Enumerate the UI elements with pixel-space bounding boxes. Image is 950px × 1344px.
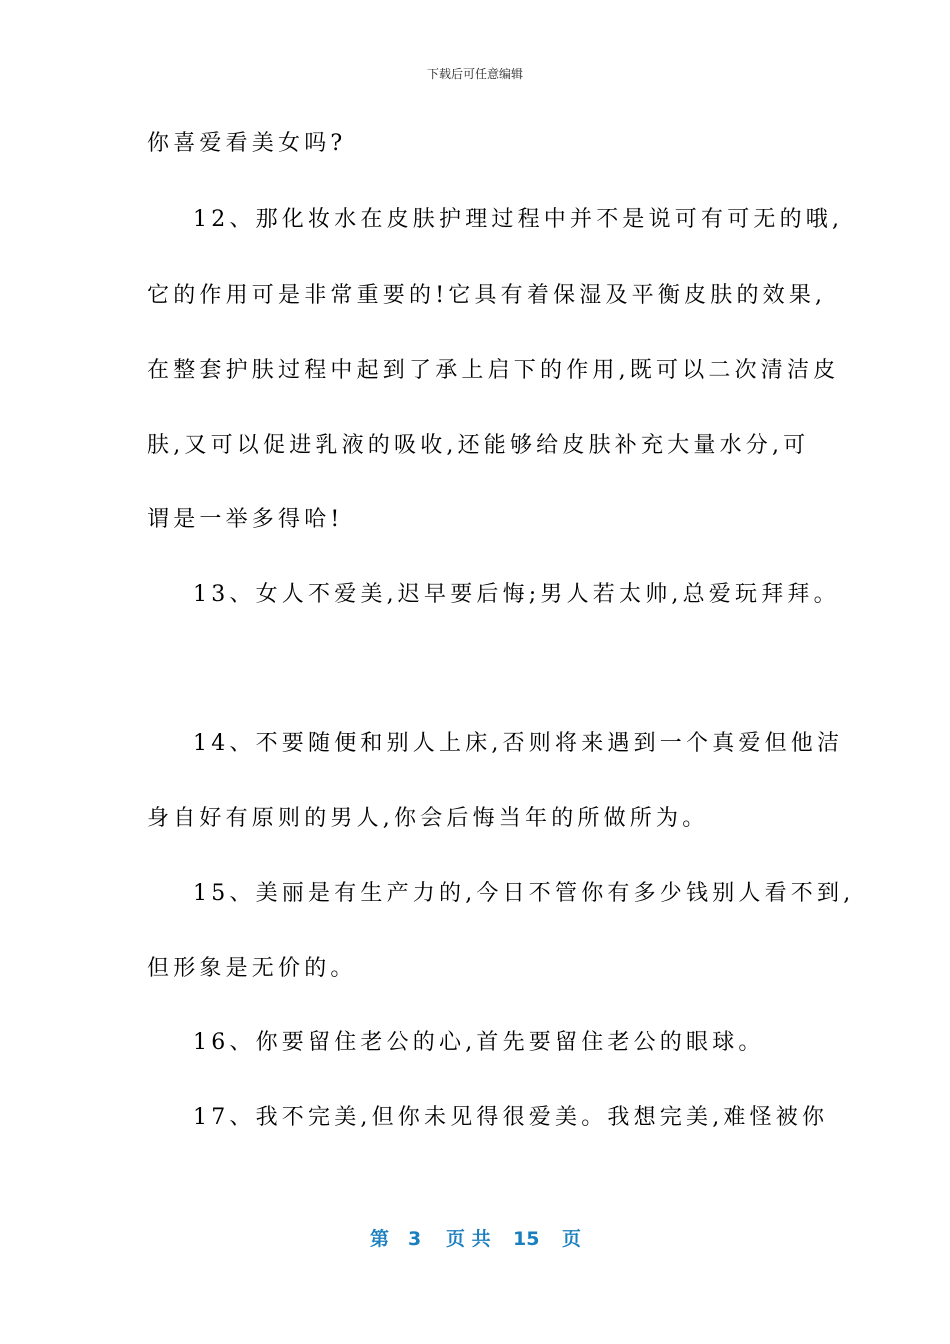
body-line-4: 在整套护肤过程中起到了承上启下的作用,既可以二次清洁皮	[147, 358, 840, 383]
body-line-8: 14、不要随便和别人上床,否则将来遇到一个真爱但他洁	[193, 731, 844, 756]
body-line-6: 谓是一举多得哈!	[147, 507, 344, 532]
body-line-13: 17、我不完美,但你未见得很爱美。我想完美,难怪被你	[193, 1105, 829, 1130]
footer-page-number: 3	[408, 1228, 422, 1250]
footer-page-word: 第	[370, 1228, 390, 1250]
page-header: 下载后可任意编辑	[426, 67, 523, 81]
body-line-10: 15、美丽是有生产力的,今日不管你有多少钱别人看不到,	[193, 881, 855, 906]
body-line-1: 你喜爱看美女吗?	[147, 131, 347, 156]
body-line-3: 它的作用可是非常重要的!它具有着保湿及平衡皮肤的效果,	[147, 283, 827, 308]
body-line-9: 身自好有原则的男人,你会后悔当年的所做所为。	[147, 806, 709, 831]
body-line-7: 13、女人不爱美,迟早要后悔;男人若太帅,总爱玩拜拜。	[193, 582, 840, 607]
body-line-11: 但形象是无价的。	[147, 956, 357, 981]
footer-page-mid: 页 共	[446, 1228, 491, 1250]
footer-page-end: 页	[562, 1228, 582, 1250]
page-footer	[0, 1226, 950, 1252]
footer-total-pages: 15	[513, 1228, 540, 1250]
body-line-12: 16、你要留住老公的心,首先要留住老公的眼球。	[193, 1030, 765, 1055]
body-line-2: 12、那化妆水在皮肤护理过程中并不是说可有可无的哦,	[193, 207, 844, 232]
body-line-5: 肤,又可以促进乳液的吸收,还能够给皮肤补充大量水分,可	[147, 433, 810, 458]
